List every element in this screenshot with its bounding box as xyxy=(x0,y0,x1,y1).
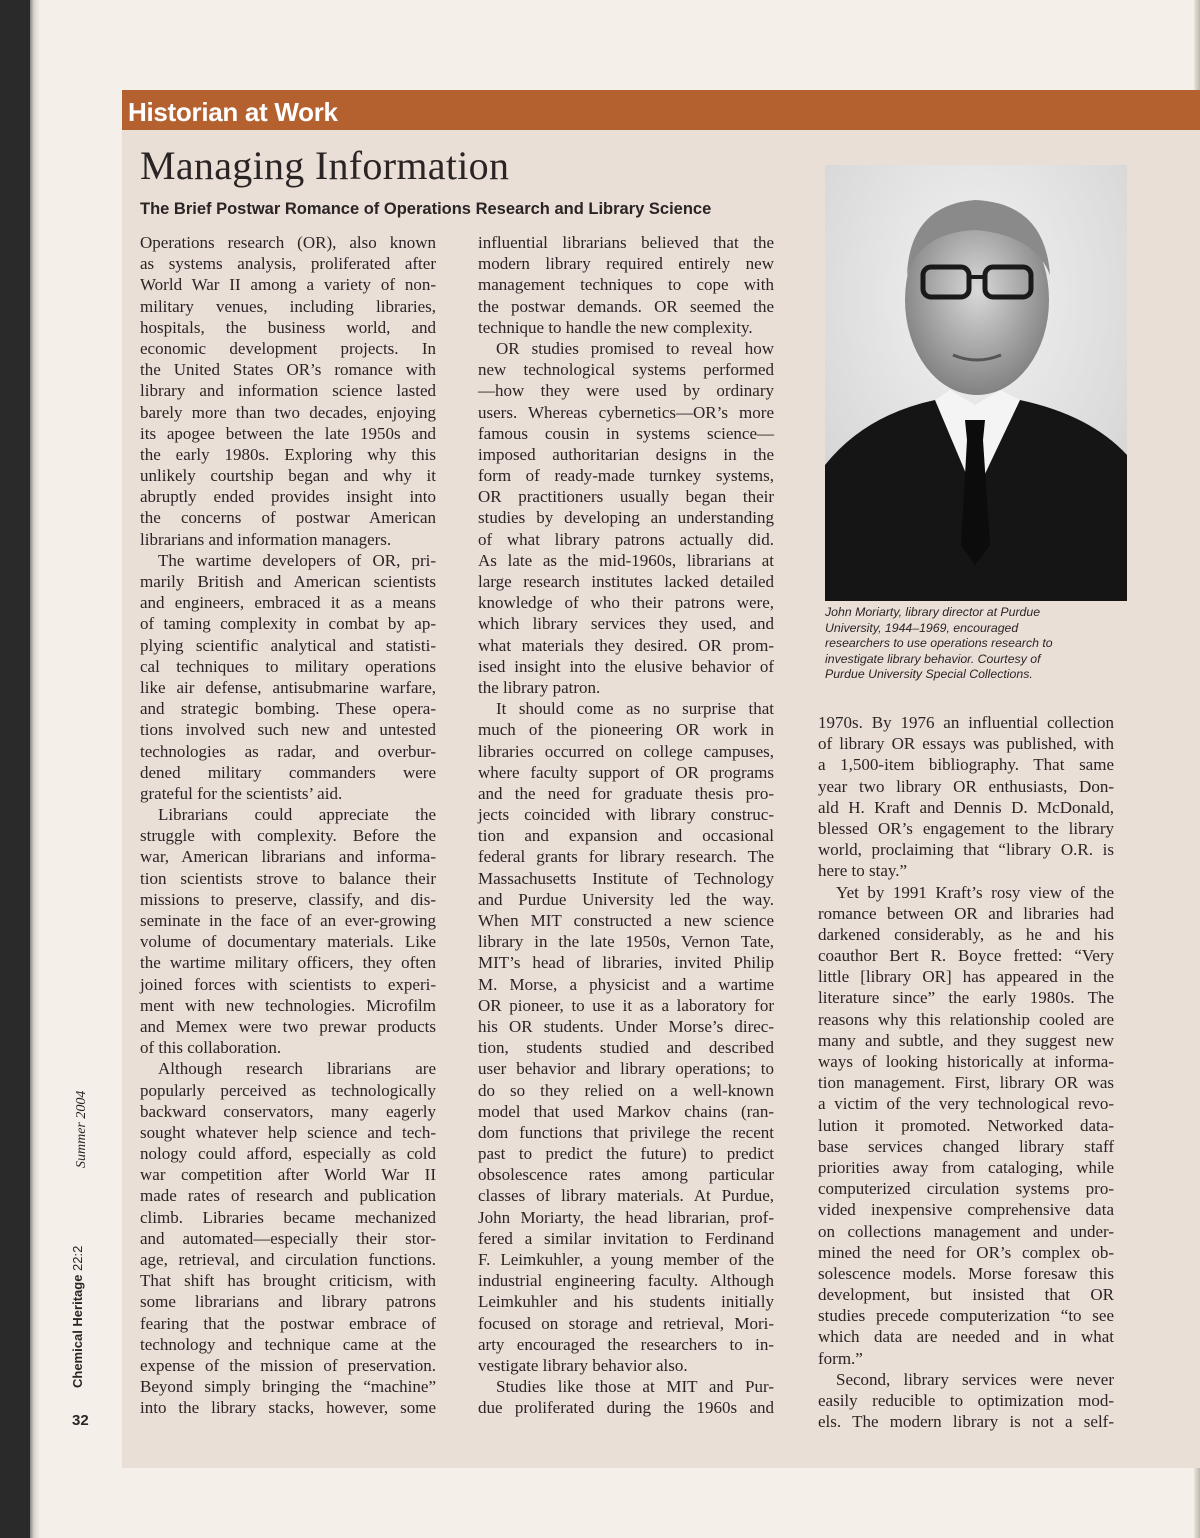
text-line: what materials they desired. OR prom- xyxy=(478,635,774,655)
text-line: classes of library materials. At Purdue, xyxy=(478,1186,774,1206)
text-line: much of the pioneering OR work in xyxy=(478,720,774,740)
text-line: MIT’s head of libraries, invited Philip xyxy=(478,953,774,973)
text-line: mined the need for OR’s complex ob- xyxy=(818,1242,1114,1262)
text-line: hospitals, the business world, and xyxy=(140,317,436,337)
text-line: tion scientists strove to balance their xyxy=(140,868,436,888)
text-line: management techniques to cope with xyxy=(478,275,774,295)
text-line: like air defense, antisubmarine warfare, xyxy=(140,677,436,697)
text-line: and Memex were two prewar products xyxy=(140,1016,436,1036)
paragraph xyxy=(818,712,1114,882)
paragraph xyxy=(478,1376,774,1418)
text-line: made rates of research and publication xyxy=(140,1186,436,1206)
text-line: arty encouraged the researchers to in- xyxy=(478,1334,774,1354)
text-line: M. Morse, a physicist and a wartime xyxy=(478,974,774,994)
text-line: form.” xyxy=(818,1348,863,1368)
text-line: on collections management and under- xyxy=(818,1221,1114,1241)
text-line: new technological systems performed xyxy=(478,360,774,380)
text-line: a victim of the very technological revo- xyxy=(818,1094,1114,1114)
text-line: As late as the mid-1960s, librarians at xyxy=(478,550,774,570)
text-line: reasons why this relationship cooled are xyxy=(818,1009,1114,1029)
text-line: obsolescence rates among particular xyxy=(478,1165,774,1185)
paragraph xyxy=(140,550,436,804)
issue-number: 22:2 xyxy=(70,1245,85,1271)
text-line: tion, students studied and described xyxy=(478,1038,774,1058)
journal-name: Chemical Heritage xyxy=(70,1274,85,1388)
text-line: dened military commanders were xyxy=(140,762,436,782)
paragraph xyxy=(478,698,774,1376)
text-line: romance between OR and libraries had xyxy=(818,903,1114,923)
text-line: Although research librarians are xyxy=(158,1059,436,1079)
text-line: technique to handle the new complexity. xyxy=(478,317,753,337)
text-line: as systems analysis, proliferated after xyxy=(140,254,436,274)
text-line: struggle with complexity. Before the xyxy=(140,826,436,846)
text-line: the early 1980s. Exploring why this xyxy=(140,444,436,464)
article-title: Managing Information xyxy=(140,143,510,188)
text-line: its apogee between the late 1950s and xyxy=(140,423,436,443)
text-line: ald H. Kraft and Dennis D. McDonald, xyxy=(818,797,1114,817)
article-subtitle: The Brief Postwar Romance of Operations Research and Library Science xyxy=(140,200,712,218)
issue-season: Summer 2004 xyxy=(74,1090,89,1168)
text-line: and Purdue University led the way. xyxy=(478,889,774,909)
text-line: into the library stacks, however, some xyxy=(140,1398,436,1418)
text-line: fearing that the postwar embrace of xyxy=(140,1313,436,1333)
text-line: OR studies promised to reveal how xyxy=(496,338,774,358)
text-line: industrial engineering faculty. Although xyxy=(478,1271,774,1291)
text-line: ment with new technologies. Microfilm xyxy=(140,995,436,1015)
text-line: cal techniques to military operations xyxy=(140,656,436,676)
text-line: When MIT constructed a new science xyxy=(478,911,774,930)
text-line: barely more than two decades, enjoying xyxy=(140,402,436,422)
text-line: Operations research (OR), also known xyxy=(140,233,436,252)
text-line: past to predict the future) to predict xyxy=(478,1144,774,1164)
text-line: where faculty support of OR programs xyxy=(478,762,774,782)
text-line: darkened considerably, as he and his xyxy=(818,924,1114,944)
binding-edge xyxy=(0,0,30,1538)
text-line: blessed OR’s engagement to the library xyxy=(818,818,1114,838)
text-line: world, proclaiming that “library O.R. is xyxy=(818,840,1114,860)
text-line: famous cousin in systems science— xyxy=(478,423,774,443)
text-line: Leimkuhler and his students initially xyxy=(478,1292,774,1312)
text-line: library in the late 1950s, Vernon Tate, xyxy=(478,932,774,952)
text-line: due proliferated during the 1960s and xyxy=(478,1398,774,1418)
text-line: unlikely courtship began and why it xyxy=(140,466,436,486)
text-line: F. Leimkuhler, a young member of the xyxy=(478,1250,774,1269)
text-line: and strategic bombing. These opera- xyxy=(140,699,436,719)
text-line: imposed authoritarian designs in the xyxy=(478,444,774,464)
caption-line: Purdue University Special Collections. xyxy=(825,667,1033,681)
text-line: little [library OR] has appeared in the xyxy=(818,967,1114,987)
caption-line: investigate library behavior. Courtesy of xyxy=(825,651,1041,666)
text-line: which library services they used, and xyxy=(478,614,774,634)
text-line: lution it promoted. Networked data- xyxy=(818,1115,1114,1135)
text-line: popularly perceived as technologically xyxy=(140,1080,436,1100)
text-line: technology and technique came at the xyxy=(140,1334,436,1354)
text-line: the postwar demands. OR seemed the xyxy=(478,296,774,316)
text-line: federal grants for library research. The xyxy=(478,847,774,867)
text-line: ised insight into the elusive behavior of xyxy=(478,656,774,676)
text-line: technologies as radar, and overbur- xyxy=(140,741,436,761)
text-line: a 1,500-item bibliography. That same xyxy=(818,755,1114,775)
text-line: joined forces with scientists to experi- xyxy=(140,974,436,994)
text-line: Massachusetts Institute of Technology xyxy=(478,868,774,888)
text-line: fered a similar invitation to Ferdinand xyxy=(478,1228,774,1248)
text-line: and the need for graduate thesis pro- xyxy=(478,783,774,803)
journal-issue xyxy=(70,1245,85,1388)
text-line: computerized circulation systems pro- xyxy=(818,1179,1114,1199)
text-line: grateful for the scientists’ aid. xyxy=(140,783,343,803)
caption-line: researchers to use operations research to xyxy=(825,636,1053,650)
text-line: of library OR essays was published, with xyxy=(818,734,1114,754)
text-line: some librarians and library patrons xyxy=(140,1292,436,1312)
text-line: economic development projects. In xyxy=(140,338,436,358)
portrait-photo xyxy=(825,165,1127,601)
text-line: Beyond simply bringing the “machine” xyxy=(140,1377,436,1397)
text-line: solescence models. Morse foresaw this xyxy=(818,1263,1114,1283)
text-line: missions to preserve, classify, and dis- xyxy=(140,889,436,909)
text-line: vestigate library behavior also. xyxy=(478,1355,688,1375)
text-line: the library patron. xyxy=(478,677,601,697)
text-line: the concerns of postwar American xyxy=(140,508,436,528)
text-line: John Moriarty, the head librarian, prof- xyxy=(478,1207,774,1227)
text-line: base services changed library staff xyxy=(818,1136,1114,1156)
text-line: OR pioneer, to use it as a laboratory for xyxy=(478,995,774,1015)
text-line: here to stay.” xyxy=(818,861,908,881)
text-line: nology could afford, especially as cold xyxy=(140,1144,436,1164)
text-line: and automated—especially their stor- xyxy=(140,1228,436,1248)
text-line: which data are needed and in what xyxy=(818,1327,1114,1347)
text-line: marily British and American scientists xyxy=(140,572,436,591)
text-line: influential librarians believed that the xyxy=(478,233,774,252)
page-number: 32 xyxy=(72,1412,89,1429)
caption-line: John Moriarty, library director at Purdue xyxy=(825,605,1041,619)
text-line: and engineers, embraced it as a means xyxy=(140,593,436,613)
paragraph xyxy=(818,1369,1114,1433)
text-line: seminate in the face of an ever-growing xyxy=(140,911,436,930)
text-line: OR practitioners usually began their xyxy=(478,487,774,507)
text-line: studies precede computerization “to see xyxy=(818,1306,1114,1326)
paragraph xyxy=(478,338,774,698)
text-line: Yet by 1991 Kraft’s rosy view of the xyxy=(836,882,1114,902)
text-line: war competition after World War II xyxy=(140,1165,436,1185)
text-line: librarians and information managers. xyxy=(140,529,392,549)
paragraph xyxy=(140,804,436,1058)
paragraph xyxy=(140,1058,436,1418)
text-line: his OR students. Under Morse’s direc- xyxy=(478,1016,774,1036)
text-line: literature since” the early 1980s. The xyxy=(818,988,1114,1008)
text-line: ways of looking historically at informa- xyxy=(818,1052,1114,1071)
text-line: of taming complexity in combat by ap- xyxy=(140,614,436,634)
section-label: Historian at Work xyxy=(128,97,338,127)
text-line: knowledge of who their patrons were, xyxy=(478,593,774,613)
text-line: year two library OR enthusiasts, Don- xyxy=(818,776,1114,796)
text-line: coauthor Bert R. Boyce fretted: “Very xyxy=(818,946,1114,966)
text-line: tions involved such new and untested xyxy=(140,720,436,740)
text-line: volume of documentary materials. Like xyxy=(140,932,436,952)
text-line: priorities away from cataloging, while xyxy=(818,1157,1114,1177)
text-line: libraries occurred on college campuses, xyxy=(478,741,774,761)
page-gutter xyxy=(30,0,40,1538)
caption-line: University, 1944–1969, encouraged xyxy=(825,620,1019,635)
text-line: war, American librarians and informa- xyxy=(140,847,436,867)
text-line: jects coincided with library construc- xyxy=(478,805,774,825)
text-line: development, but insisted that OR xyxy=(818,1285,1114,1305)
text-line: Second, library services were never xyxy=(836,1369,1114,1389)
text-line: vided inexpensive comprehensive data xyxy=(818,1200,1114,1220)
text-line: the wartime military officers, they often xyxy=(140,953,436,973)
text-line: climb. Libraries became mechanized xyxy=(140,1207,436,1227)
text-line: It should come as no surprise that xyxy=(496,699,774,719)
text-line: That shift has brought criticism, with xyxy=(140,1271,436,1291)
text-line: sought whatever help science and tech- xyxy=(140,1122,436,1142)
text-line: the United States OR’s romance with xyxy=(140,360,436,380)
text-line: backward conservators, many eagerly xyxy=(140,1101,436,1121)
paragraph xyxy=(140,232,436,550)
text-line: do so they relied on a well-known xyxy=(478,1080,774,1100)
paragraph xyxy=(818,882,1114,1369)
text-column-3 xyxy=(818,712,1114,1432)
text-line: model that used Markov chains (ran- xyxy=(478,1101,774,1121)
text-line: easily reducible to optimization mod- xyxy=(818,1391,1114,1410)
text-line: studies by developing an understanding xyxy=(478,508,774,528)
text-line: modern library required entirely new xyxy=(478,254,774,274)
text-line: abruptly ended provides insight into xyxy=(140,487,436,507)
text-line: Studies like those at MIT and Pur- xyxy=(496,1377,774,1397)
photo-caption xyxy=(825,605,1125,683)
text-line: expense of the mission of preservation. xyxy=(140,1355,436,1375)
text-line: age, retrieval, and circulation functions. xyxy=(140,1250,436,1269)
text-line: user behavior and library operations; to xyxy=(478,1059,774,1079)
text-line: large research institutes lacked detailed xyxy=(478,572,774,591)
text-line: users. Whereas cybernetics—OR’s more xyxy=(478,402,774,422)
text-line: library and information science lasted xyxy=(140,381,436,401)
text-line: tion management. First, library OR was xyxy=(818,1073,1114,1093)
text-line: of what library patrons actually did. xyxy=(478,529,774,549)
text-line: many and subtle, and they suggest new xyxy=(818,1030,1114,1050)
text-line: The wartime developers of OR, pri- xyxy=(158,550,436,570)
text-line: tion and expansion and occasional xyxy=(478,826,774,846)
text-line: plying scientific analytical and statisti- xyxy=(140,635,436,655)
paragraph xyxy=(478,232,774,338)
text-line: dom functions that privilege the recent xyxy=(478,1122,774,1142)
text-line: form of ready-made turnkey systems, xyxy=(478,466,774,486)
text-line: —how they were used by ordinary xyxy=(478,381,774,401)
text-line: focused on storage and retrieval, Mori- xyxy=(478,1313,774,1333)
text-line: els. The modern library is not a self- xyxy=(818,1412,1114,1432)
text-column-2 xyxy=(478,232,774,1419)
text-line: of this collaboration. xyxy=(140,1038,282,1058)
text-line: military venues, including libraries, xyxy=(140,296,436,316)
text-line: World War II among a variety of non- xyxy=(140,275,436,295)
text-column-1 xyxy=(140,232,436,1419)
text-line: 1970s. By 1976 an influential collection xyxy=(818,713,1114,732)
text-line: Librarians could appreciate the xyxy=(158,805,436,825)
